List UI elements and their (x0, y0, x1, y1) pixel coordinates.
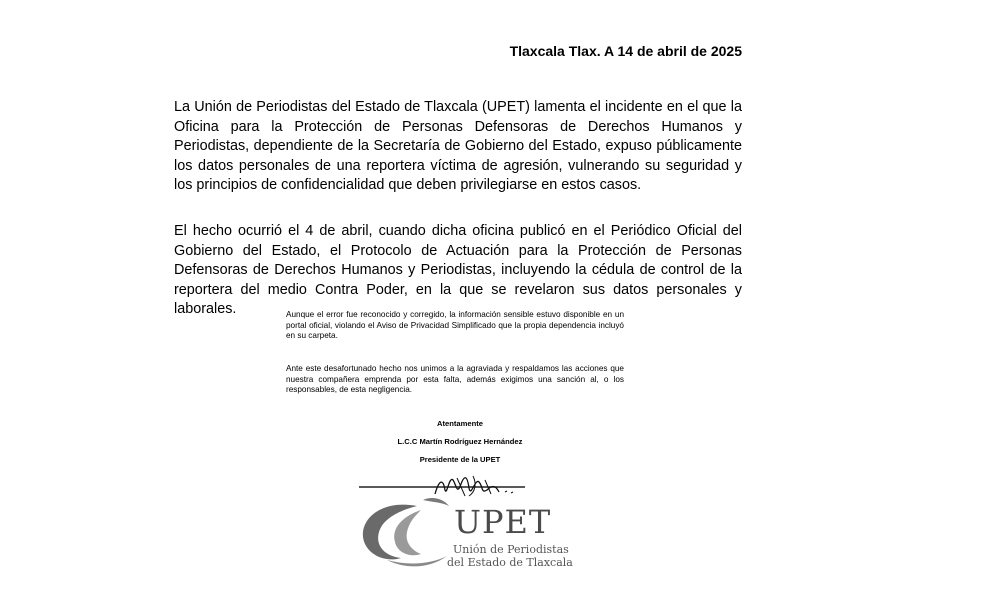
logo-subtitle-line1: Unión de Periodistas (453, 543, 569, 556)
logo-subtitle-line2: del Estado de Tlaxcala (447, 556, 573, 569)
upet-logo-stamp (357, 470, 573, 576)
paragraph-intro: La Unión de Periodistas del Estado de Tlaxcala (UPET) lamenta el incidente en el que la Oficina para la Protección de Personas Defensoras de Derechos Humanos y Periodistas, dependiente de la Secretaría de Gobierno del Estado, expuso públicamente los datos personales de una reportera víctima de agresión, vulnerando su seguridad y los principios de confidencialidad que deben privilegiarse en estos casos. (174, 99, 742, 194)
paragraph-demand: Ante este desafortunado hecho nos unimos a la agraviada y respaldamos las acciones que nuestra compañera emprenda por esta falta, además exigimos una sanción al, o los responsables, de esta negligencia. (286, 364, 624, 394)
date-line: Tlaxcala Tlax. A 14 de abril de 2025 (509, 43, 742, 59)
signatory-title: Presidente de la UPET (419, 455, 501, 464)
signatory-name: L.C.C Martín Rodríguez Hernández (397, 437, 523, 446)
logo-wordmark: UPET (454, 503, 552, 541)
closing-salutation: Atentamente (437, 419, 483, 428)
paragraph-correction: Aunque el error fue reconocido y corregido, la información sensible estuvo disponible en un portal oficial, violando el Aviso de Privacidad Simplificado que la propia dependencia incluyó en su carpeta. (286, 310, 624, 340)
paragraph-incident: El hecho ocurrió el 4 de abril, cuando dicha oficina publicó en el Periódico Oficial del Gobierno del Estado, el Protocolo de Actuación para la Protección de Personas Defensoras de Derechos Humanos y Periodistas, incluyendo la cédula de control de la reportera del medio Contra Poder, en la que se revelaron sus datos personales y laborales. (174, 223, 742, 318)
